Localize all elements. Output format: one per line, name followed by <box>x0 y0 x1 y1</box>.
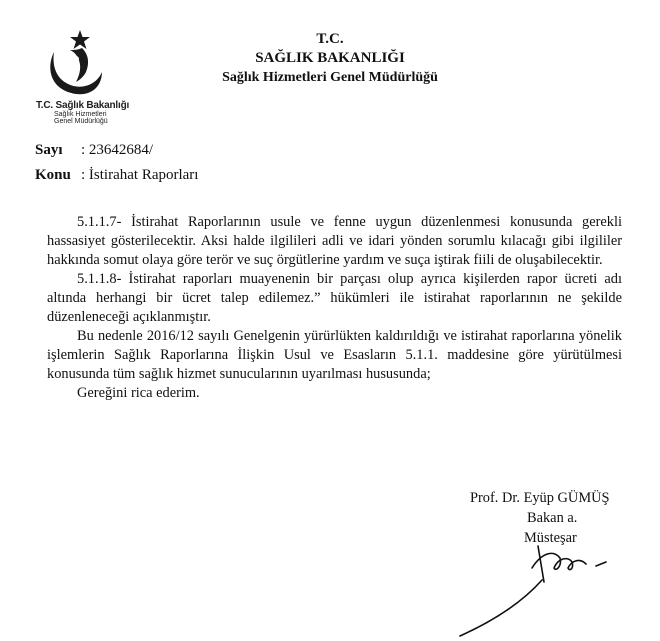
header-department: Sağlık Hizmetleri Genel Müdürlüğü <box>222 70 438 85</box>
konu-label: Konu <box>35 167 71 183</box>
sayi-row <box>35 142 153 159</box>
paragraph-5117: 5.1.1.7- İstirahat Raporlarının usule ve fenne uygun düzenlenmesi konusunda gerekli hassasiyet gösterilecektir. Aksi halde ilgilileri adli ve idari yönden sorumlu kılacağı gibi ilgililer hakkında somut olaya göre terör ve suç örgütlerine yardım ve suça iştirak fiili de oluşabilecektir. <box>47 214 622 268</box>
ministry-logo <box>36 28 146 128</box>
ministry-emblem-icon <box>36 28 116 100</box>
header-ministry: SAĞLIK BAKANLIĞI <box>255 50 405 66</box>
letterhead <box>200 30 460 87</box>
signer-title-2: Müsteşar <box>524 530 577 546</box>
signer-title-1: Bakan a. <box>527 510 578 526</box>
paragraph-5118: 5.1.1.8- İstirahat raporları muayenenin bir parçası olup ayrıca kişilerden rapor ücreti adı altında herhangi bir ücret talep edilemez.” hükümleri ile istirahat raporlarının ne şekilde düzenleneceği açıklanmıştır. <box>47 271 622 325</box>
sayi-value: : 23642684/ <box>81 142 154 158</box>
signer-name: Prof. Dr. Eyüp GÜMÜŞ <box>470 490 610 506</box>
header-tc: T.C. <box>316 31 344 47</box>
paragraph-closing: Gereğini rica ederim. <box>77 385 200 401</box>
konu-row <box>35 167 198 184</box>
logo-subtitle-2: Genel Müdürlüğü <box>54 118 108 125</box>
paragraph-request: Bu nedenle 2016/12 sayılı Genelgenin yürürlükten kaldırıldığı ve istirahat raporlarına yönelik işlemlerin Sağlık Raporlarına İlişkin Usul ve Esasların 5.1.1. maddesine göre yürütülmesi konusunda tüm sağlık hizmet sunucularının uyarılması hususunda; <box>47 328 622 382</box>
logo-subtitle-1: Sağlık Hizmetleri <box>54 111 107 118</box>
star-icon <box>70 30 90 49</box>
konu-value: : İstirahat Raporları <box>81 167 199 183</box>
logo-title: T.C. Sağlık Bakanlığı <box>36 100 130 111</box>
handwritten-signature-icon <box>430 538 630 638</box>
sayi-label: Sayı <box>35 142 63 158</box>
letter-body <box>47 213 622 403</box>
